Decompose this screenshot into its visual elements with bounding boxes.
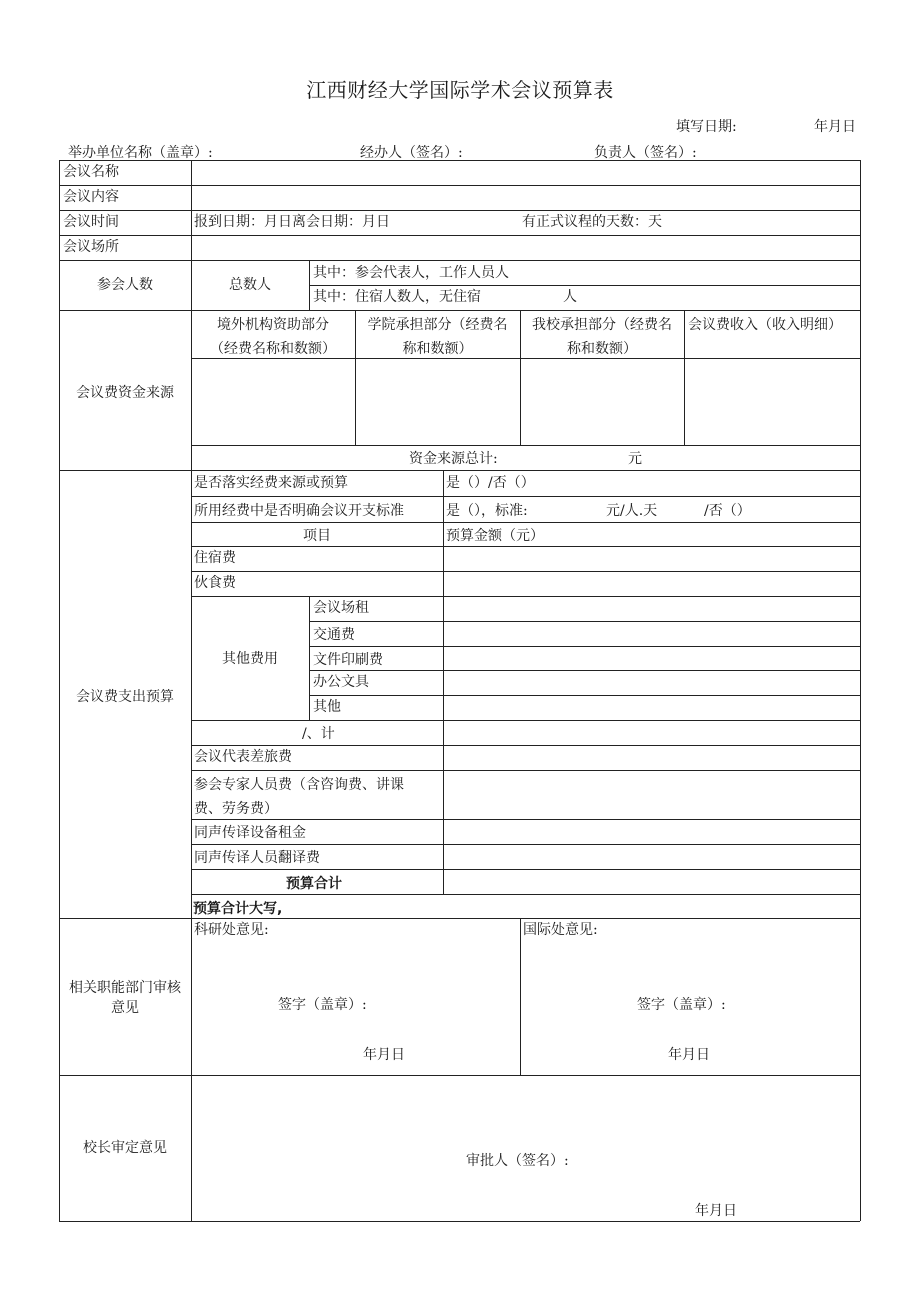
funding-col2-l1: 学院承担部分（经费名 — [367, 317, 508, 333]
research-date: 年月日 — [363, 1047, 405, 1063]
expense-q2: 所用经费中是否明确会议开支标准 — [194, 503, 404, 519]
funding-col3-l1: 我校承担部分（经费名 — [532, 317, 672, 333]
expense-q2-answer-a[interactable]: 是（），标准: — [446, 503, 528, 519]
meeting-time-label: 会议时间 — [63, 214, 119, 230]
president-date: 年月日 — [695, 1203, 737, 1219]
expert-label-l2: 费、劳务费） — [194, 801, 278, 817]
other-item: 交通费 — [313, 627, 355, 643]
funding-col1-l1: 境外机构资助部分 — [217, 317, 329, 333]
equip-label: 同声传译设备租金 — [194, 825, 306, 841]
amount-header: 预算金额（元） — [446, 528, 544, 544]
funding-total-unit: 元 — [628, 451, 642, 467]
intl-opinion-label: 国际处意见: — [523, 922, 598, 938]
leader-label: 负责人（签名）: — [594, 145, 697, 161]
page-title: 江西财经大学国际学术会议预算表 — [306, 78, 614, 102]
review-label-l1: 相关职能部门审核 — [69, 980, 181, 996]
meals-label: 伙食费 — [194, 575, 236, 591]
intl-sign: 签字（盖章）: — [637, 997, 726, 1013]
fill-date-label: 填写日期: — [676, 119, 737, 135]
expense-label: 会议费支出预算 — [76, 689, 174, 705]
expert-label-l1: 参会专家人员费（含咨询费、讲课 — [194, 777, 404, 793]
funding-total-label: 资金来源总计: — [409, 451, 498, 467]
funding-col2-l2: 称和数额） — [402, 341, 473, 357]
other-item: 会议场租 — [313, 600, 369, 616]
review-label-l2: 意见 — [111, 1000, 139, 1016]
research-sign: 签字（盖章）: — [278, 997, 367, 1013]
other-item: 办公文具 — [313, 674, 369, 690]
formal-days: 有正式议程的天数：天 — [522, 214, 662, 230]
funding-col3-l2: 称和数额） — [567, 341, 637, 357]
other-item: 其他 — [313, 699, 341, 715]
attendance-line1: 其中：参会代表人，工作人员人 — [313, 265, 509, 281]
intl-date: 年月日 — [668, 1047, 710, 1063]
attendance-line2-unit: 人 — [563, 289, 577, 305]
fill-date-value[interactable]: 年月日 — [814, 119, 856, 135]
president-label: 校长审定意见 — [83, 1140, 167, 1156]
meeting-name-label: 会议名称 — [63, 164, 119, 180]
meeting-time-detail: 报到日期：月日离会日期：月日 — [194, 214, 390, 230]
budget-total-label: 预算合计 — [286, 876, 342, 892]
meeting-content-label: 会议内容 — [63, 189, 119, 205]
subtotal-label: /、计 — [302, 726, 335, 742]
attendance-label: 参会人数 — [97, 277, 153, 293]
attendance-total: 总数人 — [229, 277, 271, 293]
lodging-label: 住宿费 — [194, 550, 236, 566]
funding-col4-l1: 会议费收入（收入明细） — [688, 317, 842, 333]
expense-q1: 是否落实经费来源或预算 — [194, 475, 348, 491]
item-header: 项目 — [303, 528, 331, 544]
budget-total-caps-label: 预算合计大写, — [193, 901, 283, 917]
other-label: 其他费用 — [222, 651, 278, 667]
expense-q2-answer-b: 元/人.天 — [606, 503, 658, 519]
interp-label: 同声传译人员翻译费 — [194, 850, 320, 866]
organizer-label: 举办单位名称（盖章）: — [68, 145, 213, 161]
expense-q1-answer[interactable]: 是（）/否（） — [446, 475, 535, 491]
funding-col1-l2: （经费名称和数额） — [210, 341, 336, 357]
venue-label: 会议场所 — [63, 239, 119, 255]
expense-q2-answer-c[interactable]: /否（） — [704, 503, 751, 519]
research-opinion-label: 科研处意见: — [194, 922, 269, 938]
funding-label: 会议费资金来源 — [76, 385, 174, 401]
approver-label: 审批人（签名）: — [466, 1153, 569, 1169]
travel-label: 会议代表差旅费 — [194, 749, 292, 765]
handler-label: 经办人（签名）: — [360, 145, 463, 161]
other-item: 文件印刷费 — [313, 652, 383, 668]
attendance-line2: 其中：住宿人数人，无住宿 — [313, 289, 481, 305]
